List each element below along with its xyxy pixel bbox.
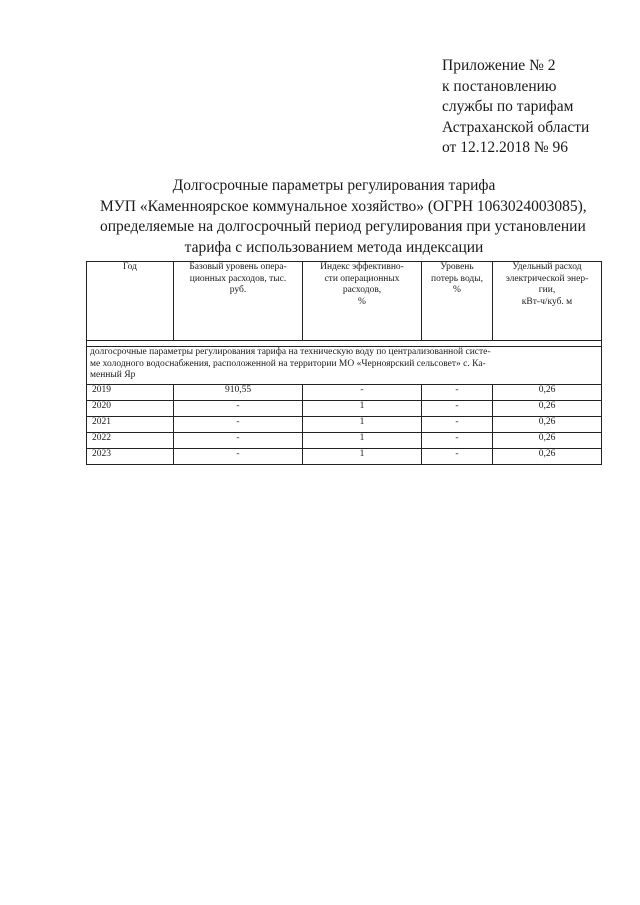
header-text: % xyxy=(358,296,366,307)
cell-water-loss: - xyxy=(422,401,493,417)
title-line: МУП «Каменноярское коммунальное хозяйство» (ОГРН 1063024003085), xyxy=(100,197,587,215)
cell-energy-rate: 0,26 xyxy=(493,417,602,433)
header-text: Уровень xyxy=(440,262,474,272)
cell-base-opex: 910,55 xyxy=(174,385,303,401)
cell-efficiency-index: 1 xyxy=(303,401,422,417)
cell-year: 2019 xyxy=(87,385,174,401)
header-energy-rate xyxy=(493,262,602,341)
header-text: Базовый уровень опера- xyxy=(189,262,287,272)
header-efficiency-index xyxy=(303,262,422,341)
header-text: Индекс эффективно- xyxy=(320,262,404,272)
title-line: определяемые на долгосрочный период регулирования при установлении xyxy=(100,218,586,235)
appendix-line: к постановлению xyxy=(442,77,557,95)
section-line: ме холодного водоснабжения, расположенной на территории МО «Черноярский сельсовет» с. Ка- xyxy=(90,358,486,369)
section-line: менный Яр xyxy=(90,370,136,380)
table-row xyxy=(87,433,602,449)
appendix-line: Астраханской области xyxy=(442,118,590,136)
header-year xyxy=(87,262,174,341)
header-text: ционных расходов, тыс. xyxy=(189,273,287,284)
header-text: потерь воды, xyxy=(430,273,484,284)
header-text: кВт-ч/куб. м xyxy=(521,296,573,307)
cell-energy-rate: 0,26 xyxy=(493,433,602,449)
parameters-table xyxy=(86,261,602,465)
table-row xyxy=(87,449,602,465)
header-text: % xyxy=(453,285,461,295)
header-text: руб. xyxy=(229,285,247,295)
cell-energy-rate: 0,26 xyxy=(493,449,602,465)
cell-energy-rate: 0,26 xyxy=(493,385,602,401)
cell-water-loss: - xyxy=(422,417,493,433)
appendix-block xyxy=(442,56,589,159)
cell-efficiency-index: 1 xyxy=(303,449,422,465)
table-header-row xyxy=(87,262,602,341)
cell-base-opex: - xyxy=(174,449,303,465)
cell-base-opex: - xyxy=(174,401,303,417)
header-text: гии, xyxy=(538,285,556,295)
cell-base-opex: - xyxy=(174,433,303,449)
title-line: Долгосрочные параметры регулирования тарифа xyxy=(172,177,496,194)
cell-year: 2020 xyxy=(87,401,174,417)
document-title xyxy=(100,176,587,258)
cell-year: 2023 xyxy=(87,449,174,465)
header-text: Год xyxy=(123,262,137,272)
table-row xyxy=(87,401,602,417)
header-text: сти операционных xyxy=(324,273,400,284)
header-base-opex xyxy=(174,262,303,341)
section-description xyxy=(87,347,602,385)
cell-efficiency-index: 1 xyxy=(303,433,422,449)
appendix-line: от 12.12.2018 № 96 xyxy=(442,139,568,156)
header-water-loss xyxy=(422,262,493,341)
cell-water-loss: - xyxy=(422,385,493,401)
cell-year: 2022 xyxy=(87,433,174,449)
cell-efficiency-index: 1 xyxy=(303,417,422,433)
cell-base-opex: - xyxy=(174,417,303,433)
appendix-line: Приложение № 2 xyxy=(442,57,556,74)
cell-efficiency-index: - xyxy=(303,385,422,401)
appendix-line: службы по тарифам xyxy=(442,98,574,115)
table-row xyxy=(87,385,602,401)
table-row xyxy=(87,417,602,433)
table-section-row xyxy=(87,347,602,385)
header-text: расходов, xyxy=(342,285,382,295)
header-text: электрической энер- xyxy=(505,273,589,284)
cell-water-loss: - xyxy=(422,449,493,465)
cell-year: 2021 xyxy=(87,417,174,433)
cell-energy-rate: 0,26 xyxy=(493,401,602,417)
section-line: долгосрочные параметры регулирования тарифа на техническую воду по централизованной систе- xyxy=(90,347,491,357)
header-text: Удельный расход xyxy=(512,262,582,272)
title-line: тарифа с использованием метода индексации xyxy=(184,238,484,256)
cell-water-loss: - xyxy=(422,433,493,449)
